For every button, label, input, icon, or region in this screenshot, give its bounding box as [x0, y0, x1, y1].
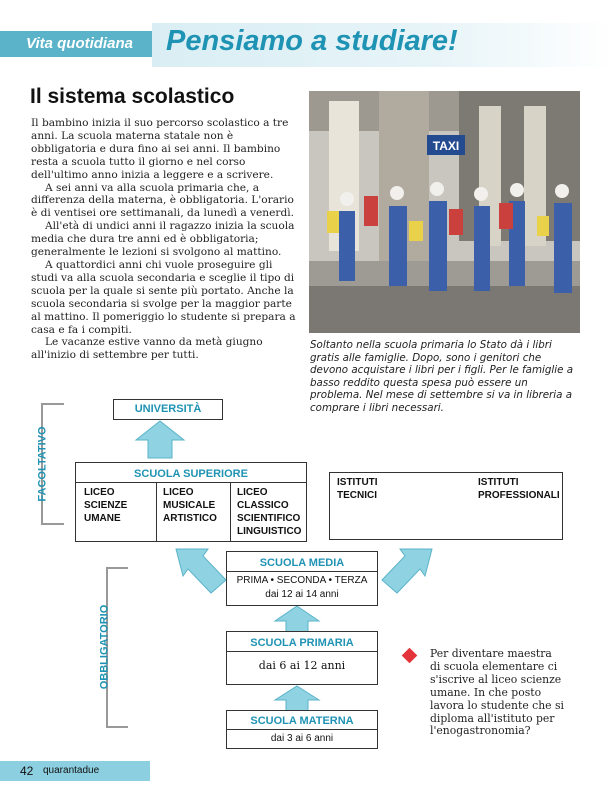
- scuola-primaria-box: [226, 631, 378, 685]
- scuola-media-box: [226, 551, 378, 606]
- media-ages: dai 12 ai 14 anni: [265, 589, 339, 600]
- istituti-professionali: ISTITUTI PROFESSIONALI: [478, 477, 560, 501]
- istituti-box: [329, 472, 563, 540]
- section-title: Il sistema scolastico: [30, 85, 235, 108]
- istituti-tecnici: ISTITUTI TECNICI: [337, 477, 378, 501]
- question-note: Per diventare maestra di scuola elementare ci s'iscrive al liceo scienze umane. In che posto lavora lo studente che si diploma all'istituto per l'enogastronomia?: [430, 647, 564, 738]
- scuola-materna-box: [226, 710, 378, 749]
- primaria-ages: dai 6 ai 12 anni: [258, 659, 346, 672]
- scuola-superiore-box: [75, 462, 307, 542]
- materna-ages: dai 3 ai 6 anni: [270, 733, 334, 744]
- facoltativo-label: FACOLTATIVO: [36, 426, 49, 502]
- liceo-classico-scientifico: LICEO CLASSICO SCIENTIFICO LINGUISTICO: [237, 487, 302, 537]
- arrow-to-superiore-icon: [176, 549, 226, 593]
- section-tag-label: Vita quotidiana: [26, 35, 133, 52]
- paragraph: Il bambino inizia il suo percorso scolastico a tre anni. La scuola materna statale non è obbligatoria e dura fino ai sei anni. Il bambino resta a scuola tutto il giorno e nel corso dell'ultimo anno inizia a leggere e a scrivere.: [31, 117, 289, 181]
- paragraph: A quattordici anni chi vuole proseguire gli studi va alla scuola secondaria e sceglie il tipo di scuola per la quale si sente più portato. Anche la scuola secondaria si svolge per la maggior parte al mattino. Il pomeriggio lo studente si prepara a casa e fa i compiti.: [31, 258, 296, 336]
- paragraph: Le vacanze estive vanno da metà giugno all'inizio di settembre per tutti.: [31, 336, 263, 362]
- arrow-up-universita-icon: [136, 421, 184, 458]
- arrow-up-media-icon: [275, 606, 319, 634]
- media-classes: PRIMA • SECONDA • TERZA: [236, 575, 368, 586]
- obbligatorio-label: OBBLIGATORIO: [98, 604, 111, 690]
- photo-caption: Soltanto nella scuola primaria lo Stato dà i libri gratis alle famiglie. Dopo, sono i genitori che devono acquistare i libri per i figli. Per le famiglie a basso reddito questa spesa può essere un problema. Nel mese di settembre si va in libreria a comprare i libri necessari.: [310, 339, 574, 414]
- arrow-to-istituti-icon: [382, 549, 432, 593]
- primaria-title: SCUOLA PRIMARIA: [250, 637, 354, 649]
- page-title: Pensiamo a studiare!: [166, 25, 458, 57]
- media-title: SCUOLA MEDIA: [259, 557, 345, 569]
- liceo-musicale-artistico: LICEO MUSICALE ARTISTICO: [163, 487, 217, 524]
- paragraph: All'età di undici anni il ragazzo inizia la scuola media che dura tre anni ed è obbligatoria; generalmente le lezioni si svolgono al mattino.: [31, 220, 295, 259]
- liceo-scienze-umane: LICEO SCIENZE UMANE: [84, 487, 128, 524]
- paragraph: A sei anni va alla scuola primaria che, a differenza della materna, è obbligatoria. L'orario è di ventisei ore settimanali, da lunedì a venerdì.: [31, 181, 294, 220]
- page-number: 42: [20, 764, 34, 778]
- materna-title: SCUOLA MATERNA: [250, 715, 354, 727]
- superiore-title: SCUOLA SUPERIORE: [134, 468, 248, 480]
- page-number-word: quarantadue: [43, 765, 100, 776]
- universita-title: UNIVERSITÀ: [134, 403, 202, 415]
- universita-box: [113, 399, 223, 420]
- arrow-up-primaria-icon: [275, 686, 319, 712]
- taxi-sign-text: TAXI: [432, 139, 460, 153]
